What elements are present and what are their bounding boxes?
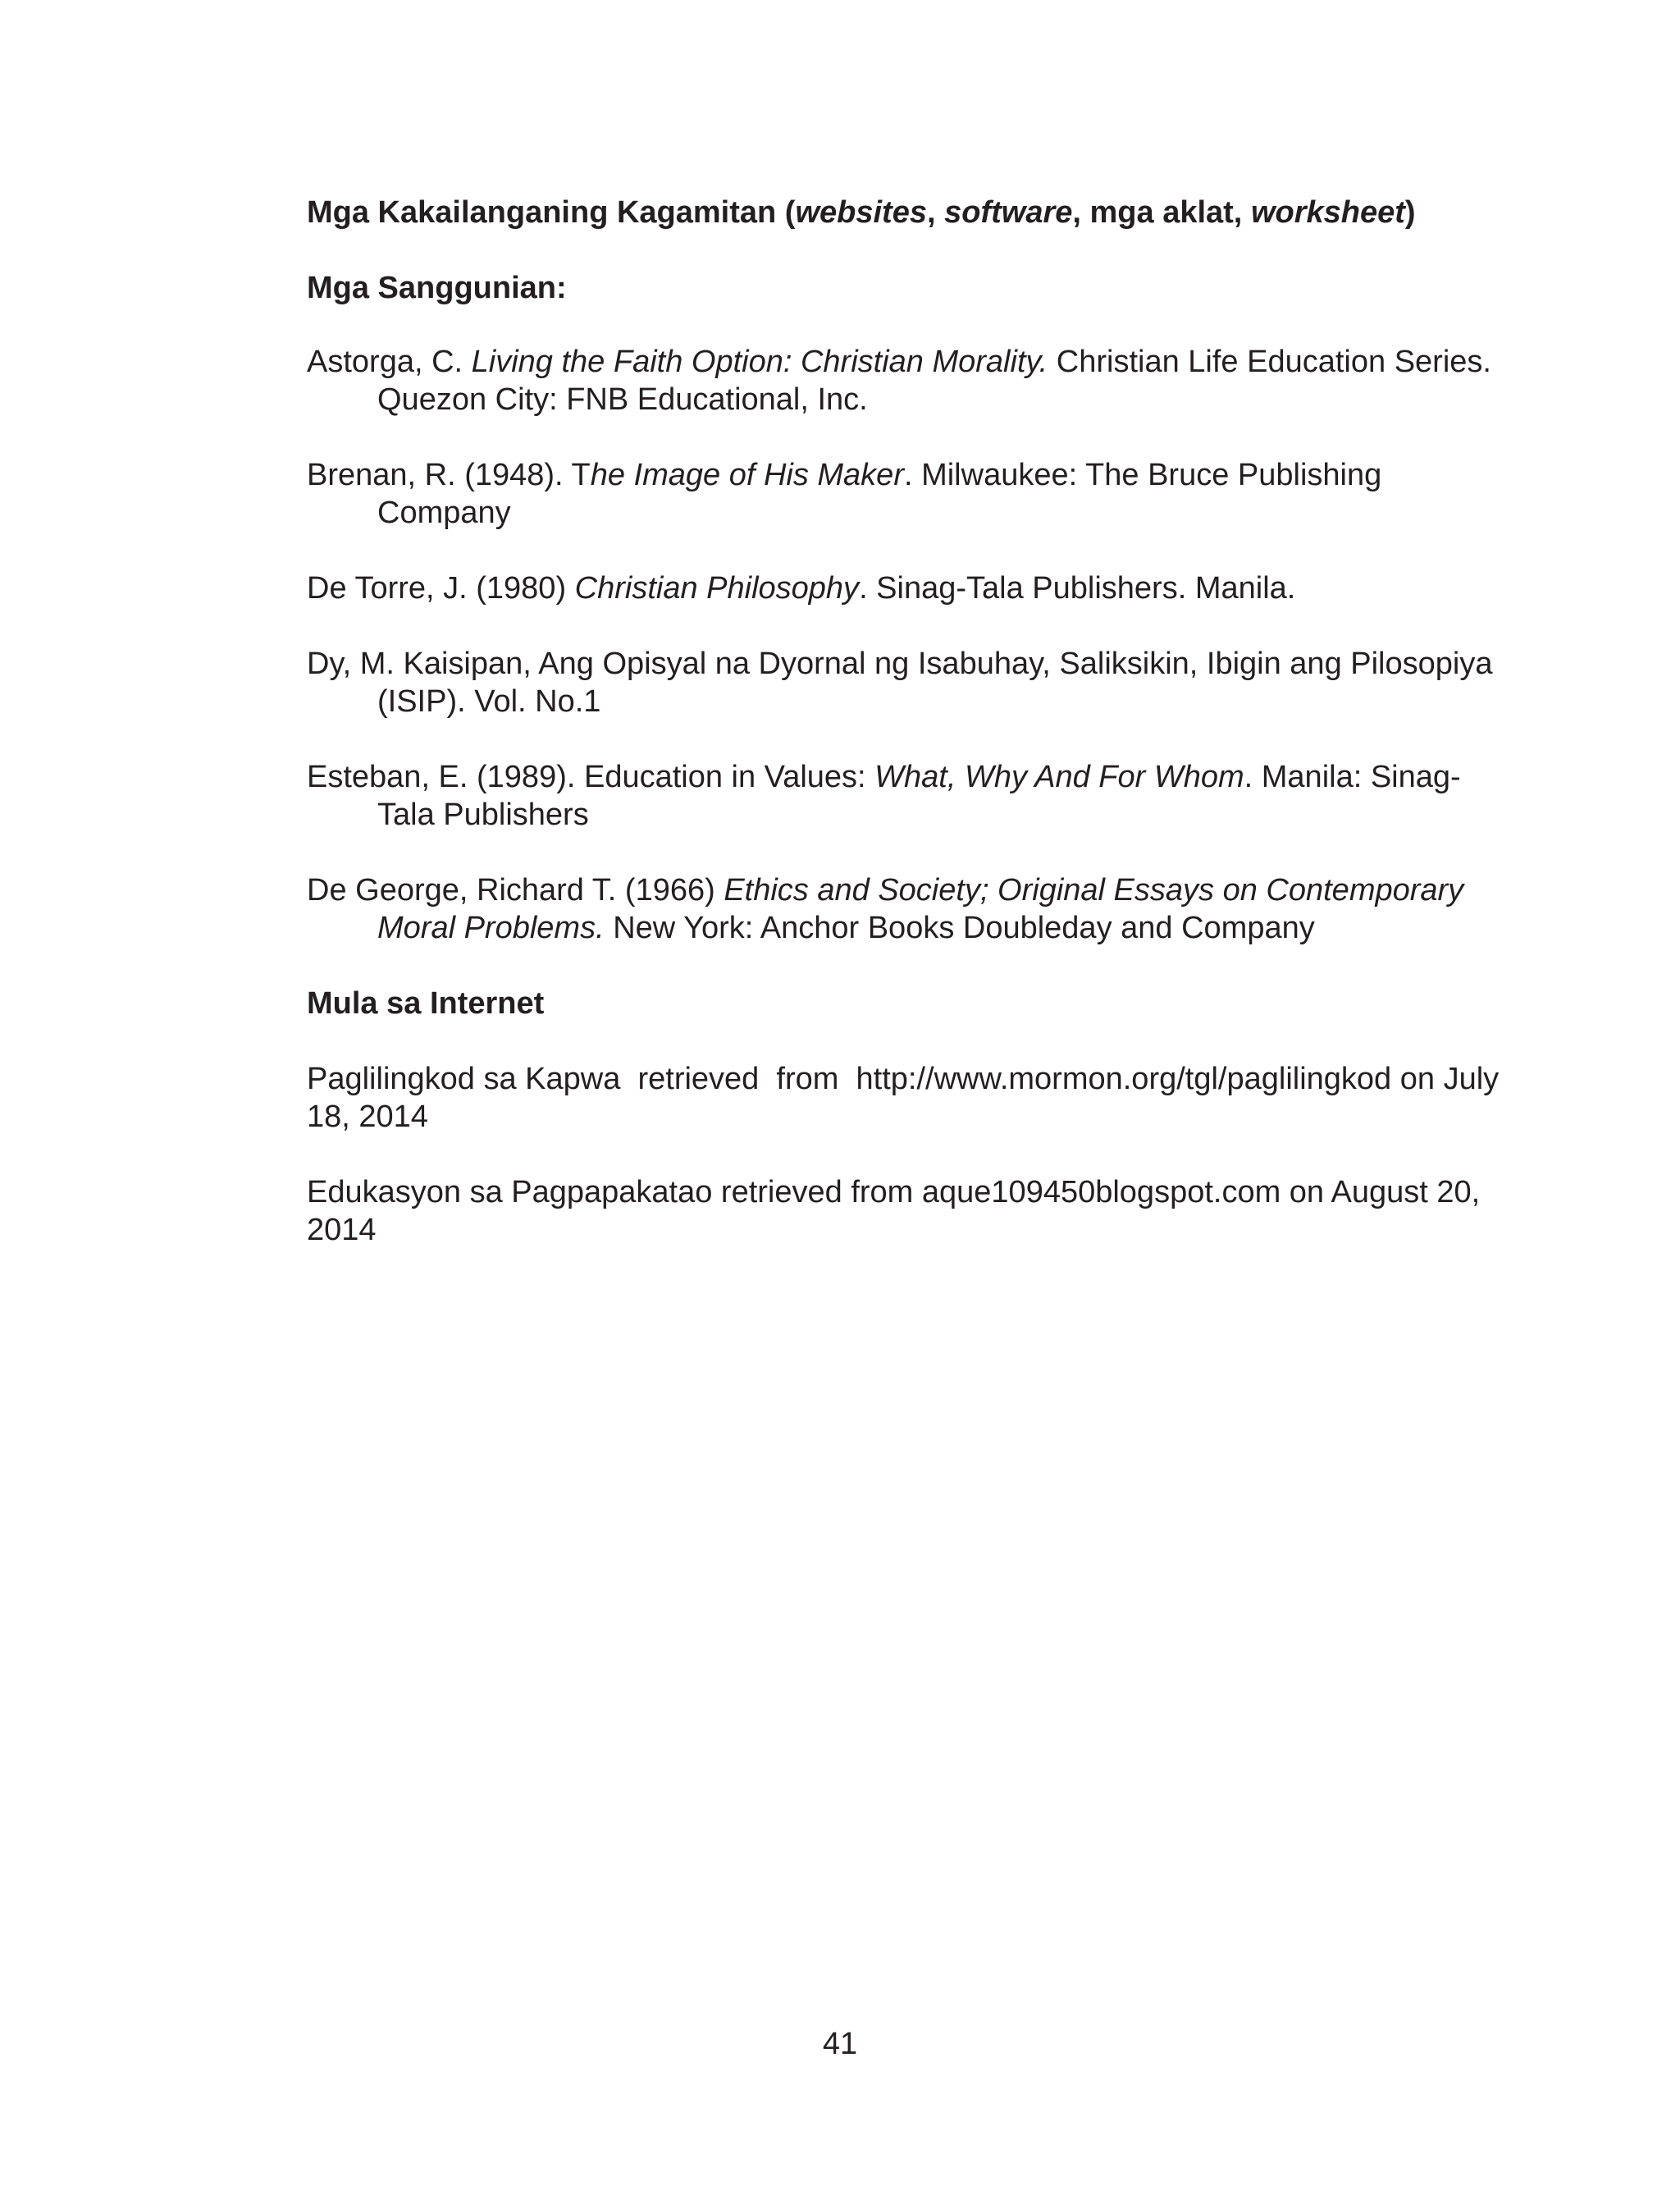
reference-title: What, Why And For Whom bbox=[874, 760, 1244, 794]
materials-heading-part1: Mga Kakailanganing Kagamitan ( bbox=[307, 195, 796, 230]
materials-heading bbox=[307, 194, 1504, 231]
page-content bbox=[307, 194, 1508, 1287]
reference-item bbox=[307, 456, 1504, 532]
materials-heading-sep1: , bbox=[926, 195, 945, 230]
reference-author: Esteban, E. (1989). Education in Values: bbox=[307, 760, 875, 794]
reference-publisher: Christian Life Education Series. Quezon City: FNB Educational, Inc. bbox=[377, 345, 1491, 417]
internet-reference-item: Paglilingkod sa Kapwa retrieved from http://www.mormon.org/tgl/paglilingkod on July 18, 2014 bbox=[307, 1062, 1508, 1134]
reference-publisher: . Sinag-Tala Publishers. Manila. bbox=[859, 571, 1296, 606]
reference-title: Living the Faith Option: Christian Morality. bbox=[471, 345, 1048, 379]
reference-item bbox=[307, 569, 1504, 607]
internet-reference-item: Edukasyon sa Pagpapakatao retrieved from aque109450blogspot.com on August 20, 2014 bbox=[307, 1175, 1481, 1247]
materials-heading-part2: , mga aklat, bbox=[1072, 195, 1251, 230]
reference-item bbox=[307, 645, 1504, 720]
reference-author: De George, Richard T. (1966) bbox=[307, 873, 724, 908]
materials-heading-part3: ) bbox=[1404, 195, 1416, 230]
page-number: 41 bbox=[822, 2027, 858, 2061]
reference-author: Dy, M. Kaisipan, Ang Opisyal na Dyornal ng Isabuhay, Saliksikin, Ibigin ang Pilosopiya (ISIP). Vol. No.1 bbox=[307, 647, 1493, 719]
references-heading: Mga Sanggunian: bbox=[307, 271, 567, 305]
reference-author: Astorga, C. bbox=[307, 345, 472, 379]
reference-author: De Torre, J. (1980) bbox=[307, 571, 575, 606]
reference-publisher: New York: Anchor Books Doubleday and Company bbox=[604, 911, 1315, 945]
reference-title: Ethics and Society; Original Essays on Contemporary Moral Problems. bbox=[377, 873, 1464, 945]
internet-heading: Mula sa Internet bbox=[307, 986, 545, 1021]
materials-heading-software: software bbox=[944, 195, 1073, 230]
reference-item bbox=[307, 343, 1504, 418]
reference-publisher: . Manila: Sinag-Tala Publishers bbox=[377, 760, 1461, 832]
reference-title: Christian Philosophy bbox=[574, 571, 860, 606]
reference-publisher: . Milwaukee: The Bruce Publishing Company bbox=[377, 458, 1382, 530]
materials-heading-websites: websites bbox=[795, 195, 927, 230]
reference-item bbox=[307, 871, 1504, 947]
materials-heading-worksheet: worksheet bbox=[1250, 195, 1405, 230]
reference-author: Brenan, R. (1948). T bbox=[307, 458, 591, 492]
reference-title: he Image of His Maker bbox=[590, 458, 904, 492]
reference-item bbox=[307, 758, 1504, 834]
